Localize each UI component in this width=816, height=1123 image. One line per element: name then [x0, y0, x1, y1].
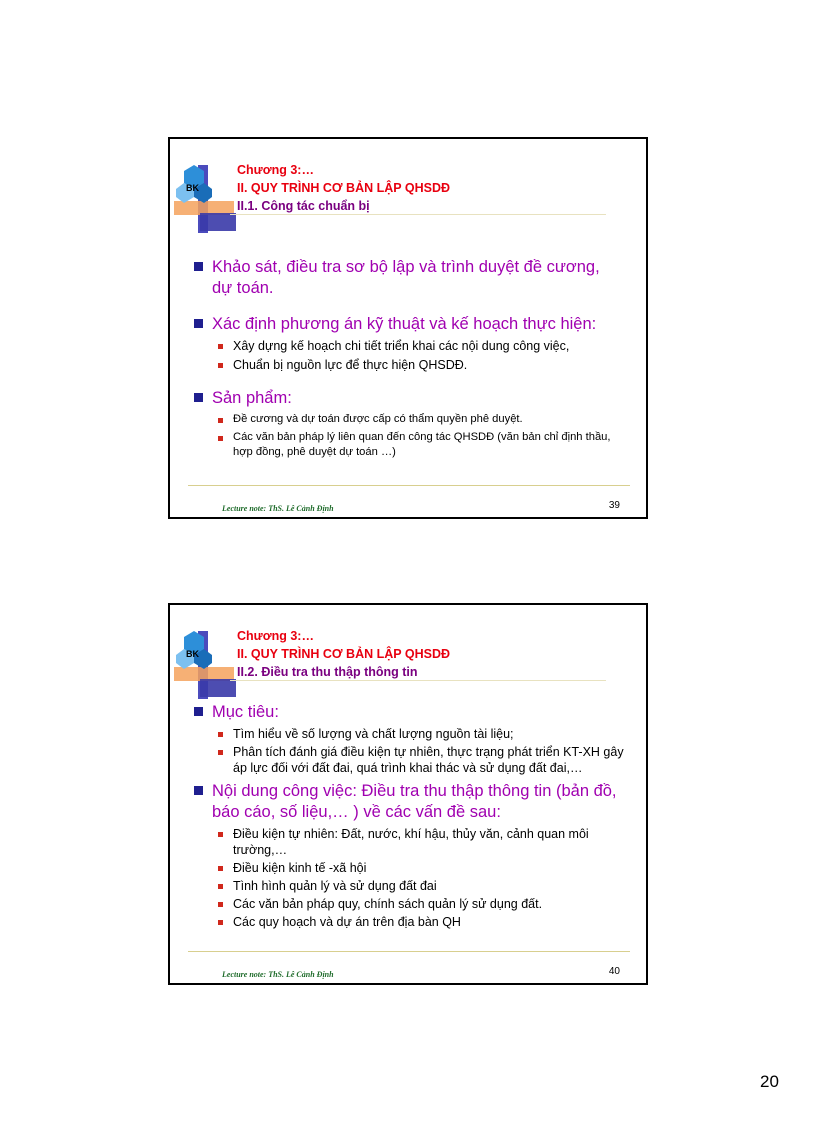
svg-text:BK: BK — [186, 649, 199, 659]
page-number: 20 — [760, 1072, 779, 1091]
bullet-item: Xác định phương án kỹ thuật và kế hoạch thực hiện: — [194, 314, 624, 335]
square-bullet-icon — [194, 707, 203, 716]
small-square-bullet-icon — [218, 344, 223, 349]
bullet-item: Nội dung công việc: Điều tra thu thập thông tin (bản đồ, báo cáo, số liệu,… ) về các vấn đề sau: — [194, 781, 624, 823]
slide-number: 40 — [608, 966, 620, 977]
sub-bullet-item: Điều kiện tự nhiên: Đất, nước, khí hậu, thủy văn, cảnh quan môi trường,… — [194, 826, 624, 858]
section-heading: II. QUY TRÌNH CƠ BẢN LẬP QHSDĐ — [237, 647, 450, 661]
square-bullet-icon — [194, 319, 203, 328]
slide-number: 39 — [608, 500, 620, 511]
small-square-bullet-icon — [218, 363, 223, 368]
small-square-bullet-icon — [218, 866, 223, 871]
small-square-bullet-icon — [218, 832, 223, 837]
small-square-bullet-icon — [218, 436, 223, 441]
slide-content — [194, 257, 624, 463]
sub-bullet-item: Tình hình quản lý và sử dụng đất đai — [194, 878, 624, 894]
bullet-item: Sản phẩm: — [194, 388, 624, 409]
small-square-bullet-icon — [218, 418, 223, 423]
bullet-item: Mục tiêu: — [194, 702, 624, 723]
bk-logo-icon — [170, 139, 240, 239]
slide-39 — [168, 137, 648, 519]
chapter-label: Chương 3:… — [237, 629, 314, 643]
chapter-label: Chương 3:… — [237, 163, 314, 177]
sub-bullet-item: Điều kiện kinh tế -xã hội — [194, 860, 624, 876]
square-bullet-icon — [194, 393, 203, 402]
title-divider — [230, 214, 606, 215]
sub-bullet-item: Xây dựng kế hoạch chi tiết triển khai các nội dung công việc, — [194, 338, 624, 354]
slide-title — [237, 627, 637, 681]
sub-bullet-item: Tìm hiểu về số lượng và chất lượng nguồn tài liệu; — [194, 726, 624, 742]
subsection-heading: II.1. Công tác chuẩn bị — [237, 199, 370, 213]
sub-bullet-item: Đề cương và dự toán được cấp có thẩm quyền phê duyệt. — [194, 412, 624, 427]
sub-bullet-item: Các văn bản pháp quy, chính sách quản lý sử dụng đất. — [194, 896, 624, 912]
small-square-bullet-icon — [218, 750, 223, 755]
sub-bullet-item: Các văn bản pháp lý liên quan đến công tác QHSDĐ (văn bản chỉ định thầu, hợp đồng, phê duyệt dự toán …) — [194, 430, 624, 460]
lecture-note: Lecture note: ThS. Lê Cảnh Định — [222, 970, 334, 979]
title-divider — [230, 680, 606, 681]
sub-bullet-item: Chuẩn bị nguồn lực để thực hiện QHSDĐ. — [194, 357, 624, 373]
small-square-bullet-icon — [218, 732, 223, 737]
slide-title — [237, 161, 637, 215]
sub-bullet-item: Các quy hoạch và dự án trên địa bàn QH — [194, 914, 624, 930]
slide-40 — [168, 603, 648, 985]
sub-bullet-item: Phân tích đánh giá điều kiện tự nhiên, thực trạng phát triển KT-XH gây áp lực đối với đất đai, quá trình khai thác và sử dụng đất đai,… — [194, 744, 624, 776]
lecture-note: Lecture note: ThS. Lê Cảnh Định — [222, 504, 334, 513]
small-square-bullet-icon — [218, 902, 223, 907]
section-heading: II. QUY TRÌNH CƠ BẢN LẬP QHSDĐ — [237, 181, 450, 195]
small-square-bullet-icon — [218, 920, 223, 925]
bullet-item: Khảo sát, điều tra sơ bộ lập và trình duyệt đề cương, dự toán. — [194, 257, 624, 299]
bk-logo-icon — [170, 605, 240, 705]
svg-text:BK: BK — [186, 183, 199, 193]
small-square-bullet-icon — [218, 884, 223, 889]
square-bullet-icon — [194, 786, 203, 795]
slide-content — [194, 702, 624, 932]
subsection-heading: II.2. Điều tra thu thập thông tin — [237, 665, 418, 679]
square-bullet-icon — [194, 262, 203, 271]
footer-divider — [188, 485, 630, 486]
footer-divider — [188, 951, 630, 952]
